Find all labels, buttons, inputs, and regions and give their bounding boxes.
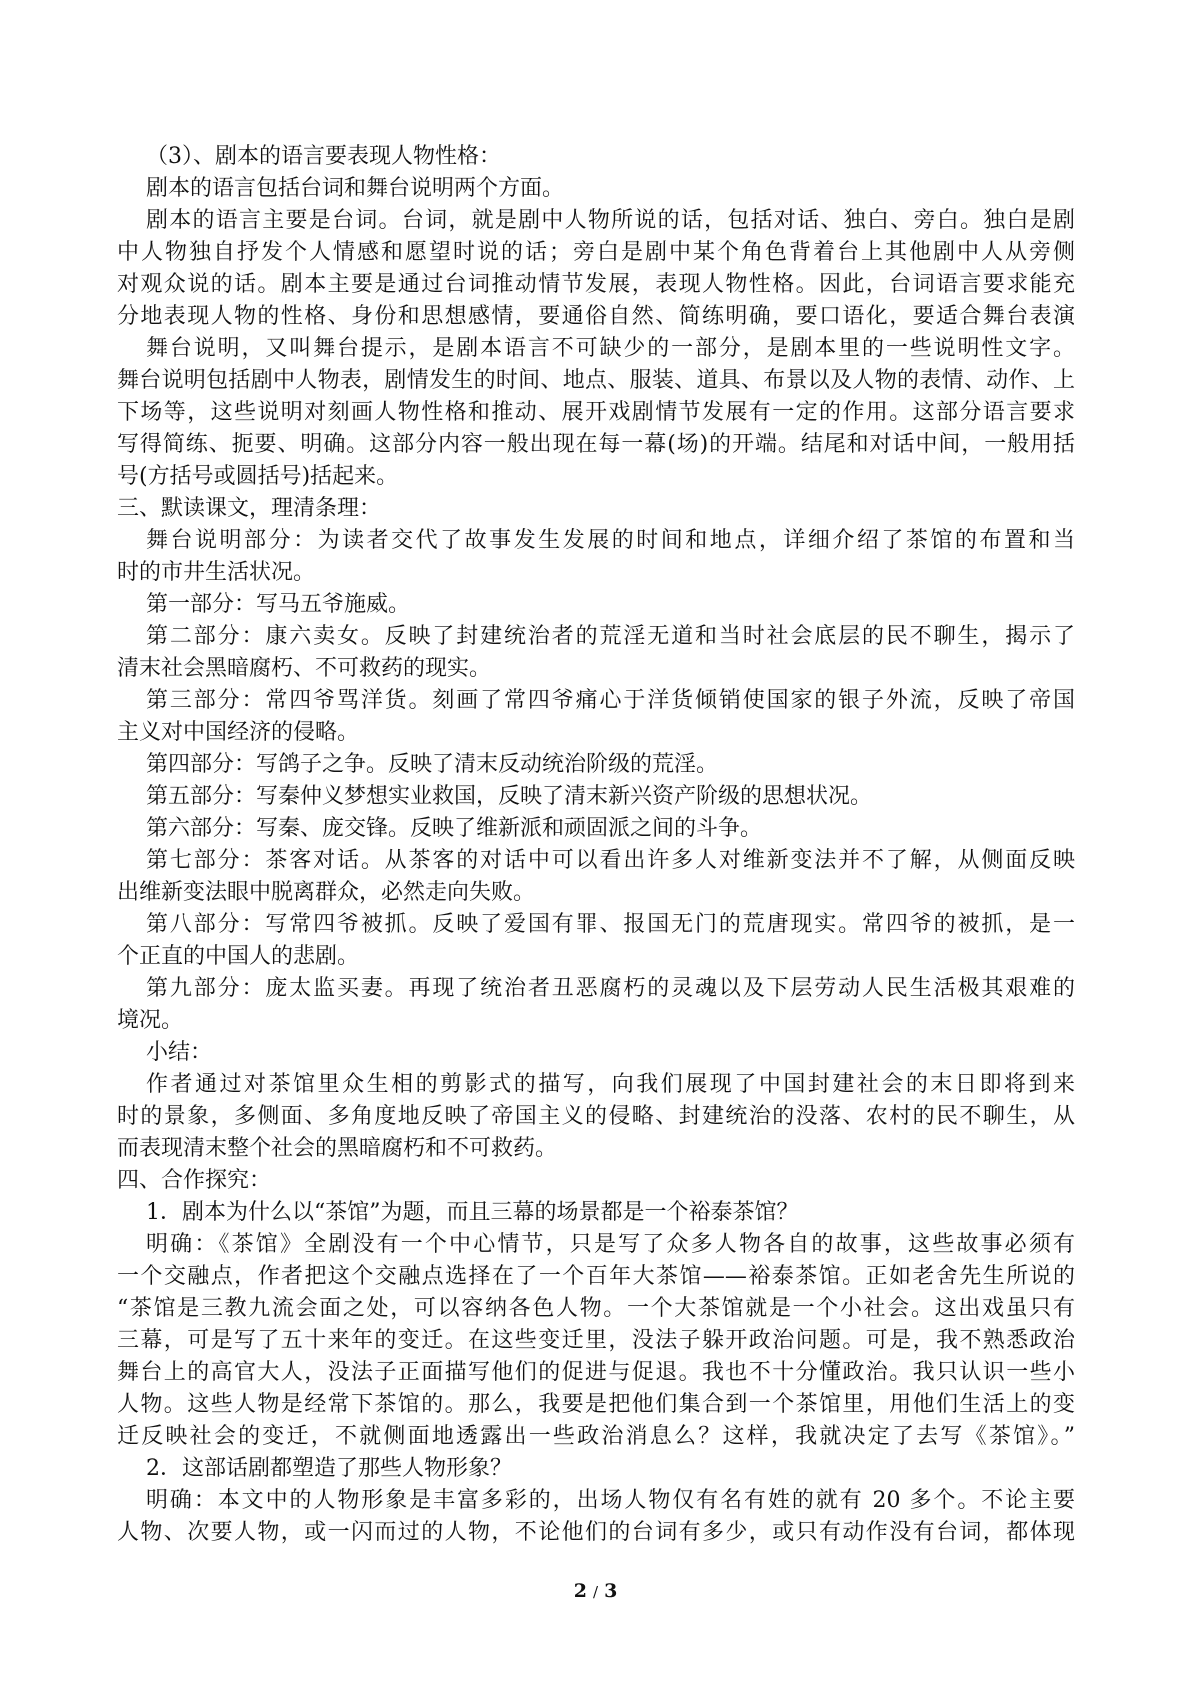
text-line: 第九部分：庞太监买妻。再现了统治者丑恶腐朽的灵魂以及下层劳动人民生活极其艰难的 [146,976,1075,1001]
text-line: 中人物独自抒发个人情感和愿望时说的话；旁白是剧中某个角色背着台上其他剧中人从旁侧 [117,240,1075,265]
paragraph-stage-direction [117,333,1075,493]
text-line: 号(方括号或圆括号)括起来。 [117,464,399,489]
text-line: 第七部分：茶客对话。从茶客的对话中可以看出许多人对维新变法并不了解，从侧面反映 [146,848,1075,873]
text-line: 人物、次要人物，或一闪而过的人物，不论他们的台词有多少，或只有动作没有台词，都体现 [117,1520,1075,1545]
part-5 [117,781,1075,813]
text-line: 第五部分：写秦仲义梦想实业救国，反映了清末新兴资产阶级的思想状况。 [146,784,873,809]
paragraph-summary [117,1069,1075,1165]
text-line: 写得简练、扼要、明确。这部分内容一般出现在每一幕(场)的开端。结尾和对话中间，一般用括 [117,432,1075,457]
text-line: 对观众说的话。剧本主要是通过台词推动情节发展，表现人物性格。因此，台词语言要求能充 [117,272,1075,297]
part-6 [117,813,1075,845]
text-line: 第四部分：写鸽子之争。反映了清末反动统治阶级的荒淫。 [146,752,719,777]
text-line: 分地表现人物的性格、身份和思想感情，要通俗自然、简练明确，要口语化，要适合舞台表演 [117,304,1075,329]
section-heading: （3）、剧本的语言要表现人物性格： [146,144,501,169]
part-9 [117,973,1075,1037]
text-line: 第三部分：常四爷骂洋货。刻画了常四爷痛心于洋货倾销使国家的银子外流，反映了帝国 [146,688,1075,713]
section-reading-structure [117,493,1075,1165]
text-line: 第六部分：写秦、庞交锋。反映了维新派和顽固派之间的斗争。 [146,816,763,841]
text-line: 明确：《茶馆》全剧没有一个中心情节，只是写了众多人物各自的故事，这些故事必须有 [146,1232,1075,1257]
page-separator: / [592,1583,599,1601]
text-line: 舞台上的高官大人，没法子正面描写他们的促进与促退。我也不十分懂政治。我只认识一些小 [117,1360,1075,1385]
text-line: 一个交融点，作者把这个交融点选择在了一个百年大茶馆——裕泰茶馆。正如老舍先生所说的 [117,1264,1075,1289]
text-line: 舞台说明部分：为读者交代了故事发生发展的时间和地点，详细介绍了茶馆的布置和当 [146,528,1075,553]
question-text: 2．这部话剧都塑造了那些人物形象？ [146,1456,512,1481]
text-line: 主义对中国经济的侵略。 [117,720,360,745]
question-1 [117,1197,1075,1453]
total-pages-number: 3 [604,1580,618,1602]
paragraph-dialogue [117,205,1075,333]
text-line: 剧本的语言主要是台词。台词，就是剧中人物所说的话，包括对话、独白、旁白。独白是剧 [146,208,1075,233]
section-inquiry [117,1165,1075,1549]
part-7 [117,845,1075,909]
text-line: “茶馆是三教九流会面之处，可以容纳各色人物。一个大茶馆就是一个小社会。这出戏虽只有 [117,1296,1075,1321]
text-line: 境况。 [117,1008,184,1033]
text-line: 时的景象，多侧面、多角度地反映了帝国主义的侵略、封建统治的没落、农村的民不聊生，从 [117,1104,1075,1129]
text-line: 第二部分：康六卖女。反映了封建统治者的荒淫无道和当时社会底层的民不聊生，揭示了 [146,624,1075,649]
text-line: 舞台说明，又叫舞台提示，是剧本语言不可缺少的一部分，是剧本里的一些说明性文字。 [146,336,1075,361]
text-line: 第八部分：写常四爷被抓。反映了爱国有罪、报国无门的荒唐现实。常四爷的被抓，是一 [146,912,1075,937]
section-script-language [117,141,1075,493]
section-heading: 三、默读课文，理清条理： [117,496,382,521]
question-text: 1．剧本为什么以“茶馆”为题，而且三幕的场景都是一个裕泰茶馆？ [146,1200,799,1225]
summary-label: 小结： [146,1040,213,1065]
text-line: 剧本的语言包括台词和舞台说明两个方面。 [146,176,565,201]
text-line: 下场等，这些说明对刻画人物性格和推动、展开戏剧情节发展有一定的作用。这部分语言要求 [117,400,1075,425]
part-4 [117,749,1075,781]
part-2 [117,621,1075,685]
text-line: 出维新变法眼中脱离群众，必然走向失败。 [117,880,536,905]
answer-1 [117,1229,1075,1453]
page-number-footer [0,1578,1191,1604]
text-line: 迁反映社会的变迁，不就侧面地透露出一些政治消息么？这样，我就决定了去写《茶馆》。” [117,1424,1075,1449]
part-8 [117,909,1075,973]
text-line: 明确：本文中的人物形象是丰富多彩的，出场人物仅有名有姓的就有 20 多个。不论主要 [146,1488,1075,1513]
current-page-number: 2 [573,1580,587,1602]
section-heading: 四、合作探究： [117,1168,272,1193]
text-line: 第一部分：写马五爷施威。 [146,592,411,617]
part-3 [117,685,1075,749]
text-line: 舞台说明包括剧中人物表，剧情发生的时间、地点、服装、道具、布景以及人物的表情、动作、上 [117,368,1075,393]
answer-2 [117,1485,1075,1549]
paragraph-stage-direction-part [117,525,1075,589]
text-line: 清末社会黑暗腐朽、不可救药的现实。 [117,656,492,681]
text-line: 人物。这些人物是经常下茶馆的。那么，我要是把他们集合到一个茶馆里，用他们生活上的变 [117,1392,1075,1417]
text-line: 个正直的中国人的悲剧。 [117,944,360,969]
text-line: 而表现清末整个社会的黑暗腐朽和不可救药。 [117,1136,558,1161]
question-2 [117,1453,1075,1549]
text-line: 作者通过对茶馆里众生相的剪影式的描写，向我们展现了中国封建社会的末日即将到来 [146,1072,1075,1097]
text-line: 时的市井生活状况。 [117,560,316,585]
text-line: 三幕，可是写了五十来年的变迁。在这些变迁里，没法子躲开政治问题。可是，我不熟悉政治 [117,1328,1075,1353]
part-1 [117,589,1075,621]
document-body [117,141,1075,1549]
